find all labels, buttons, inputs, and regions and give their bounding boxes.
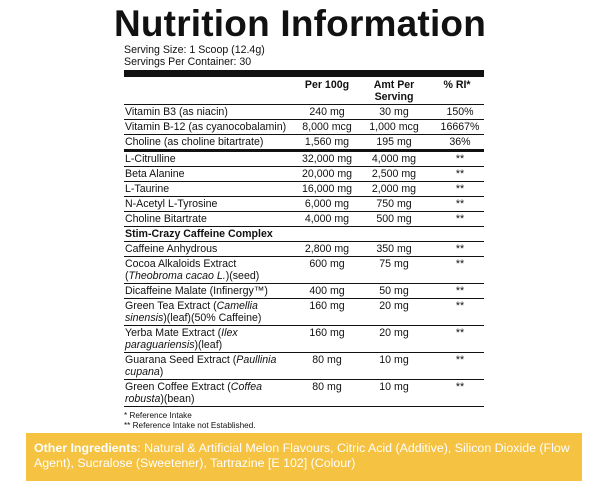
ri-value: 16667% — [430, 120, 484, 135]
per-serving-value: 50 mg — [358, 284, 430, 299]
per-100g-value: 20,000 mg — [296, 167, 358, 182]
footnote-not-established: ** Reference Intake not Established. — [124, 421, 256, 430]
per-100g-value: 1,560 mg — [296, 135, 358, 151]
table-row — [124, 212, 484, 227]
nutrition-panel — [124, 44, 484, 431]
ingredient-name — [124, 353, 296, 380]
header-name — [124, 77, 296, 105]
ingredient-species: Coffea robusta — [125, 381, 263, 405]
ri-value: ** — [430, 299, 484, 326]
ri-value: ** — [430, 257, 484, 284]
other-ingredients-label: Other Ingredients — [34, 441, 138, 455]
table-row — [124, 326, 484, 353]
per-serving-value: 2,000 mg — [358, 182, 430, 197]
table-row — [124, 299, 484, 326]
section-header-row — [124, 227, 484, 242]
per-serving-value: 10 mg — [358, 353, 430, 380]
per-100g-value: 16,000 mg — [296, 182, 358, 197]
other-ingredients-text: : Natural & Artificial Melon Flavours, Citric Acid (Additive), Silicon Dioxide (Flow Agent), Sucralose (Sweetener), Tartrazine [E 102] (Colour) — [34, 441, 570, 470]
table-row — [124, 353, 484, 380]
table-body — [124, 105, 484, 407]
ri-value: ** — [430, 197, 484, 212]
ri-value: ** — [430, 182, 484, 197]
ingredient-name — [124, 257, 296, 284]
per-serving-value: 1,000 mcg — [358, 120, 430, 135]
table-row — [124, 167, 484, 182]
per-100g-value: 2,800 mg — [296, 242, 358, 257]
table-row — [124, 182, 484, 197]
header-ri: % RI* — [430, 77, 484, 105]
per-100g-value: 80 mg — [296, 353, 358, 380]
servings-per-container: Servings Per Container: 30 — [124, 56, 252, 68]
table-row — [124, 380, 484, 407]
nutrient-name: N-Acetyl L-Tyrosine — [124, 197, 296, 212]
ingredient-species: Camellia sinensis — [125, 300, 258, 324]
per-serving-value: 20 mg — [358, 326, 430, 353]
ingredient-name-text: Cocoa Alkaloids Extract ( — [125, 258, 237, 282]
table-row — [124, 151, 484, 167]
per-serving-value: 750 mg — [358, 197, 430, 212]
nutrient-name: Choline Bitartrate — [124, 212, 296, 227]
ingredient-species: Ilex paraguariensis — [125, 327, 238, 351]
per-100g-value: 400 mg — [296, 284, 358, 299]
table-header-row — [124, 77, 484, 105]
ingredient-part: )(leaf)(50% Caffeine) — [163, 312, 262, 324]
nutrient-name: Vitamin B-12 (as cyanocobalamin) — [124, 120, 296, 135]
footnote-ri: * Reference Intake — [124, 411, 192, 420]
per-100g-value: 600 mg — [296, 257, 358, 284]
ingredient-name-text: Yerba Mate Extract ( — [125, 327, 222, 339]
per-100g-value: 80 mg — [296, 380, 358, 407]
table-row — [124, 242, 484, 257]
ri-value: ** — [430, 212, 484, 227]
table-row — [124, 105, 484, 120]
table-row — [124, 257, 484, 284]
ri-value: ** — [430, 242, 484, 257]
header-per-100g: Per 100g — [296, 77, 358, 105]
ingredient-part: )(leaf) — [194, 339, 223, 351]
header-amt-per-serving: Amt Per Serving — [358, 77, 430, 105]
ingredient-name-text: Dicaffeine Malate (Infinergy™) — [125, 285, 268, 297]
per-100g-value: 160 mg — [296, 299, 358, 326]
serving-info — [124, 44, 484, 68]
ri-value: ** — [430, 167, 484, 182]
ingredient-name-text: Guarana Seed Extract ( — [125, 354, 237, 366]
per-100g-value: 8,000 mcg — [296, 120, 358, 135]
ri-value: 36% — [430, 135, 484, 151]
ingredient-part: )(bean) — [160, 393, 195, 405]
ri-value: ** — [430, 284, 484, 299]
ingredient-species: Paullinia cupana — [125, 354, 277, 378]
per-100g-value: 6,000 mg — [296, 197, 358, 212]
divider-thick — [124, 70, 484, 77]
per-100g-value: 32,000 mg — [296, 151, 358, 167]
table-row — [124, 197, 484, 212]
per-serving-value: 195 mg — [358, 135, 430, 151]
per-serving-value: 75 mg — [358, 257, 430, 284]
per-serving-value: 4,000 mg — [358, 151, 430, 167]
per-100g-value: 4,000 mg — [296, 212, 358, 227]
ri-value: 150% — [430, 105, 484, 120]
ingredient-name — [124, 242, 296, 257]
nutrient-name: L-Citrulline — [124, 151, 296, 167]
ingredient-name — [124, 299, 296, 326]
ingredient-part: ) — [159, 366, 164, 378]
table-row — [124, 120, 484, 135]
ri-value: ** — [430, 326, 484, 353]
per-serving-value: 20 mg — [358, 299, 430, 326]
per-100g-value: 240 mg — [296, 105, 358, 120]
nutrient-name: Choline (as choline bitartrate) — [124, 135, 296, 151]
serving-size: Serving Size: 1 Scoop (12.4g) — [124, 44, 265, 56]
table-row — [124, 135, 484, 151]
per-serving-value: 350 mg — [358, 242, 430, 257]
ri-value: ** — [430, 353, 484, 380]
section-title: Stim-Crazy Caffeine Complex — [124, 227, 484, 242]
nutrition-table — [124, 77, 484, 407]
ingredient-name — [124, 284, 296, 299]
page-title: Nutrition Information — [113, 3, 487, 44]
nutrient-name: Beta Alanine — [124, 167, 296, 182]
per-serving-value: 10 mg — [358, 380, 430, 407]
footnotes — [124, 411, 484, 431]
ri-value: ** — [430, 380, 484, 407]
per-serving-value: 30 mg — [358, 105, 430, 120]
nutrient-name: Vitamin B3 (as niacin) — [124, 105, 296, 120]
ingredient-part: )(seed) — [225, 270, 260, 282]
nutrient-name: L-Taurine — [124, 182, 296, 197]
per-100g-value: 160 mg — [296, 326, 358, 353]
per-serving-value: 500 mg — [358, 212, 430, 227]
table-row — [124, 284, 484, 299]
ingredient-name-text: Green Tea Extract ( — [125, 300, 217, 312]
ingredient-species: Theobroma cacao L. — [128, 270, 226, 282]
other-ingredients-banner — [26, 433, 582, 481]
ri-value: ** — [430, 151, 484, 167]
ingredient-name-text: Green Coffee Extract ( — [125, 381, 231, 393]
per-serving-value: 2,500 mg — [358, 167, 430, 182]
ingredient-name — [124, 326, 296, 353]
ingredient-name-text: Caffeine Anhydrous — [125, 243, 218, 255]
ingredient-name — [124, 380, 296, 407]
